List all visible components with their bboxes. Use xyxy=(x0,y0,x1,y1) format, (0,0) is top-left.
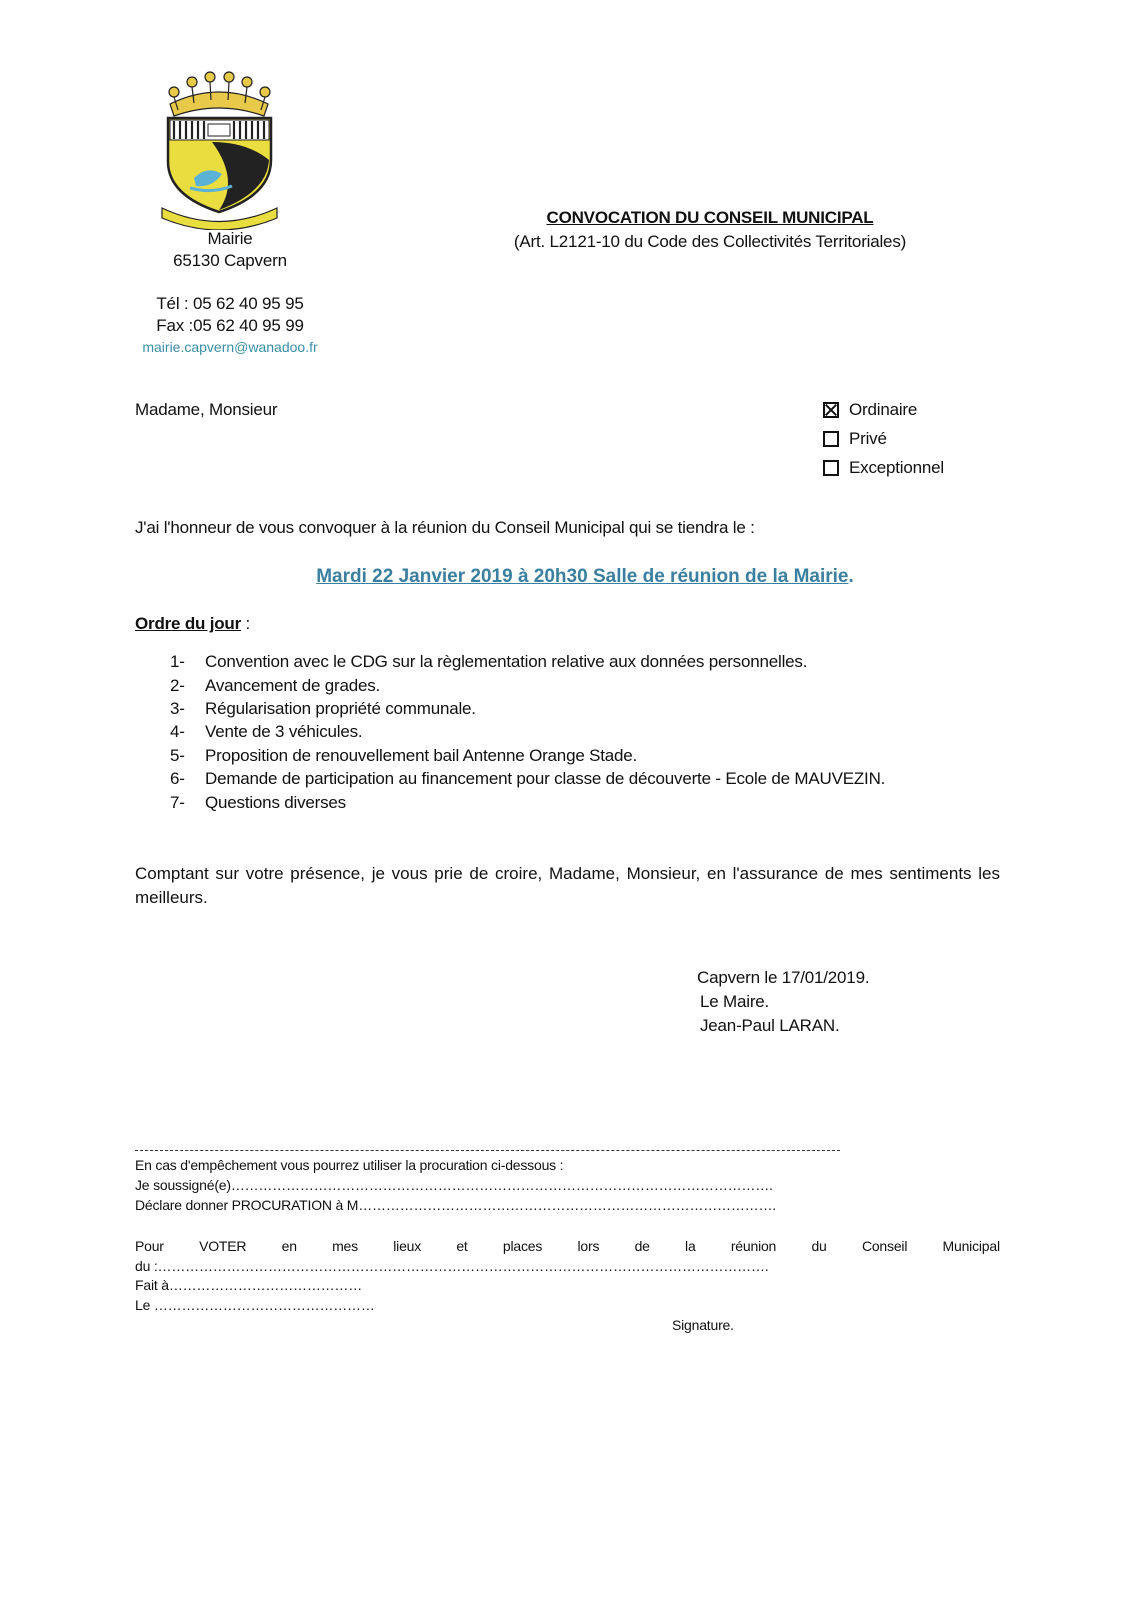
document-title: CONVOCATION DU CONSEIL MUNICIPAL xyxy=(546,208,874,227)
session-type-ordinaire[interactable] xyxy=(823,400,917,420)
agenda-item: 2- Avancement de grades. xyxy=(170,676,381,695)
intro-text: J'ai l'honneur de vous convoquer à la réunion du Conseil Municipal qui se tiendra le : xyxy=(135,518,755,537)
agenda-item: 6- Demande de participation au financement pour classe de découverte - Ecole de MAUVEZIN. xyxy=(170,769,886,788)
procuration-word: Pour xyxy=(135,1238,164,1254)
procuration-line-soussigne[interactable]: Je soussigné(e)………………………………………………………………………………………………………. xyxy=(135,1177,773,1193)
session-type-prive[interactable] xyxy=(823,429,887,449)
session-type-exceptionnel[interactable] xyxy=(823,458,944,478)
office-name: Mairie xyxy=(207,229,253,248)
session-type-label: Privé xyxy=(849,429,887,448)
document-subtitle: (Art. L2121-10 du Code des Collectivités Territoriales) xyxy=(513,232,907,251)
agenda-item: 4- Vente de 3 véhicules. xyxy=(170,722,363,741)
procuration-intro: En cas d'empêchement vous pourrez utiliser la procuration ci-dessous : xyxy=(135,1157,564,1173)
procuration-word: du xyxy=(811,1238,827,1254)
agenda-item: 1- Convention avec le CDG sur la règlementation relative aux données personnelles. xyxy=(170,652,808,671)
agenda-label-suffix: : xyxy=(241,614,251,633)
checkbox-empty-icon[interactable] xyxy=(823,460,839,476)
signoff-name: Jean-Paul LARAN. xyxy=(700,1016,840,1035)
procuration-word: lors xyxy=(577,1238,600,1254)
agenda-item: 7- Questions diverses xyxy=(170,793,346,812)
procuration-word: Conseil xyxy=(861,1238,908,1254)
procuration-line-fait-a[interactable]: Fait à…………………………………… xyxy=(135,1277,363,1293)
procuration-line-le[interactable]: Le ………………………………………… xyxy=(135,1297,375,1313)
closing-paragraph: Comptant sur votre présence, je vous prie de croire, Madame, Monsieur, en l'assurance de mes sentiments les meilleurs. xyxy=(135,864,1000,907)
office-phone: Tél : 05 62 40 95 95 xyxy=(156,294,304,313)
agenda-heading xyxy=(135,614,250,634)
procuration-line-declare[interactable]: Déclare donner PROCURATION à M………………………………………………………………………………. xyxy=(135,1197,776,1213)
procuration-word: VOTER xyxy=(199,1238,247,1254)
meeting-datetime xyxy=(200,566,970,588)
procuration-word: en xyxy=(281,1238,297,1254)
agenda-item: 3- Régularisation propriété communale. xyxy=(170,699,476,718)
procuration-word: Municipal xyxy=(942,1238,1000,1254)
office-fax: Fax :05 62 40 95 99 xyxy=(156,316,304,335)
session-type-label: Ordinaire xyxy=(849,400,918,419)
office-address: 65130 Capvern xyxy=(173,251,287,270)
checkbox-checked-icon[interactable] xyxy=(823,402,839,418)
salutation: Madame, Monsieur xyxy=(135,400,278,419)
procuration-word: réunion xyxy=(730,1238,777,1254)
meeting-text: Mardi 22 Janvier 2019 à 20h30 Salle de réunion de la Mairie xyxy=(316,566,849,587)
cut-line-divider xyxy=(135,1150,840,1151)
procuration-line-du[interactable]: du :……………………………………………………………………………………………………………………. xyxy=(135,1258,769,1274)
procuration-signature-label: Signature. xyxy=(672,1317,734,1333)
procuration-word: mes xyxy=(332,1238,358,1254)
checkbox-empty-icon[interactable] xyxy=(823,431,839,447)
procuration-word: et xyxy=(456,1238,468,1254)
session-type-label: Exceptionnel xyxy=(849,458,944,477)
procuration-word: de xyxy=(634,1238,650,1254)
office-email-link[interactable]: mairie.capvern@wanadoo.fr xyxy=(142,339,318,355)
procuration-word: la xyxy=(685,1238,696,1254)
procuration-line-pour-voter xyxy=(135,1238,1000,1254)
meeting-suffix: . xyxy=(848,566,854,587)
signoff-place-date: Capvern le 17/01/2019. xyxy=(697,968,870,987)
procuration-word: lieux xyxy=(393,1238,422,1254)
agenda-label: Ordre du jour xyxy=(135,614,242,633)
signoff-role: Le Maire. xyxy=(700,992,770,1011)
agenda-item: 5- Proposition de renouvellement bail Antenne Orange Stade. xyxy=(170,746,638,765)
coat-of-arms-logo xyxy=(152,70,287,230)
procuration-word: places xyxy=(502,1238,543,1254)
